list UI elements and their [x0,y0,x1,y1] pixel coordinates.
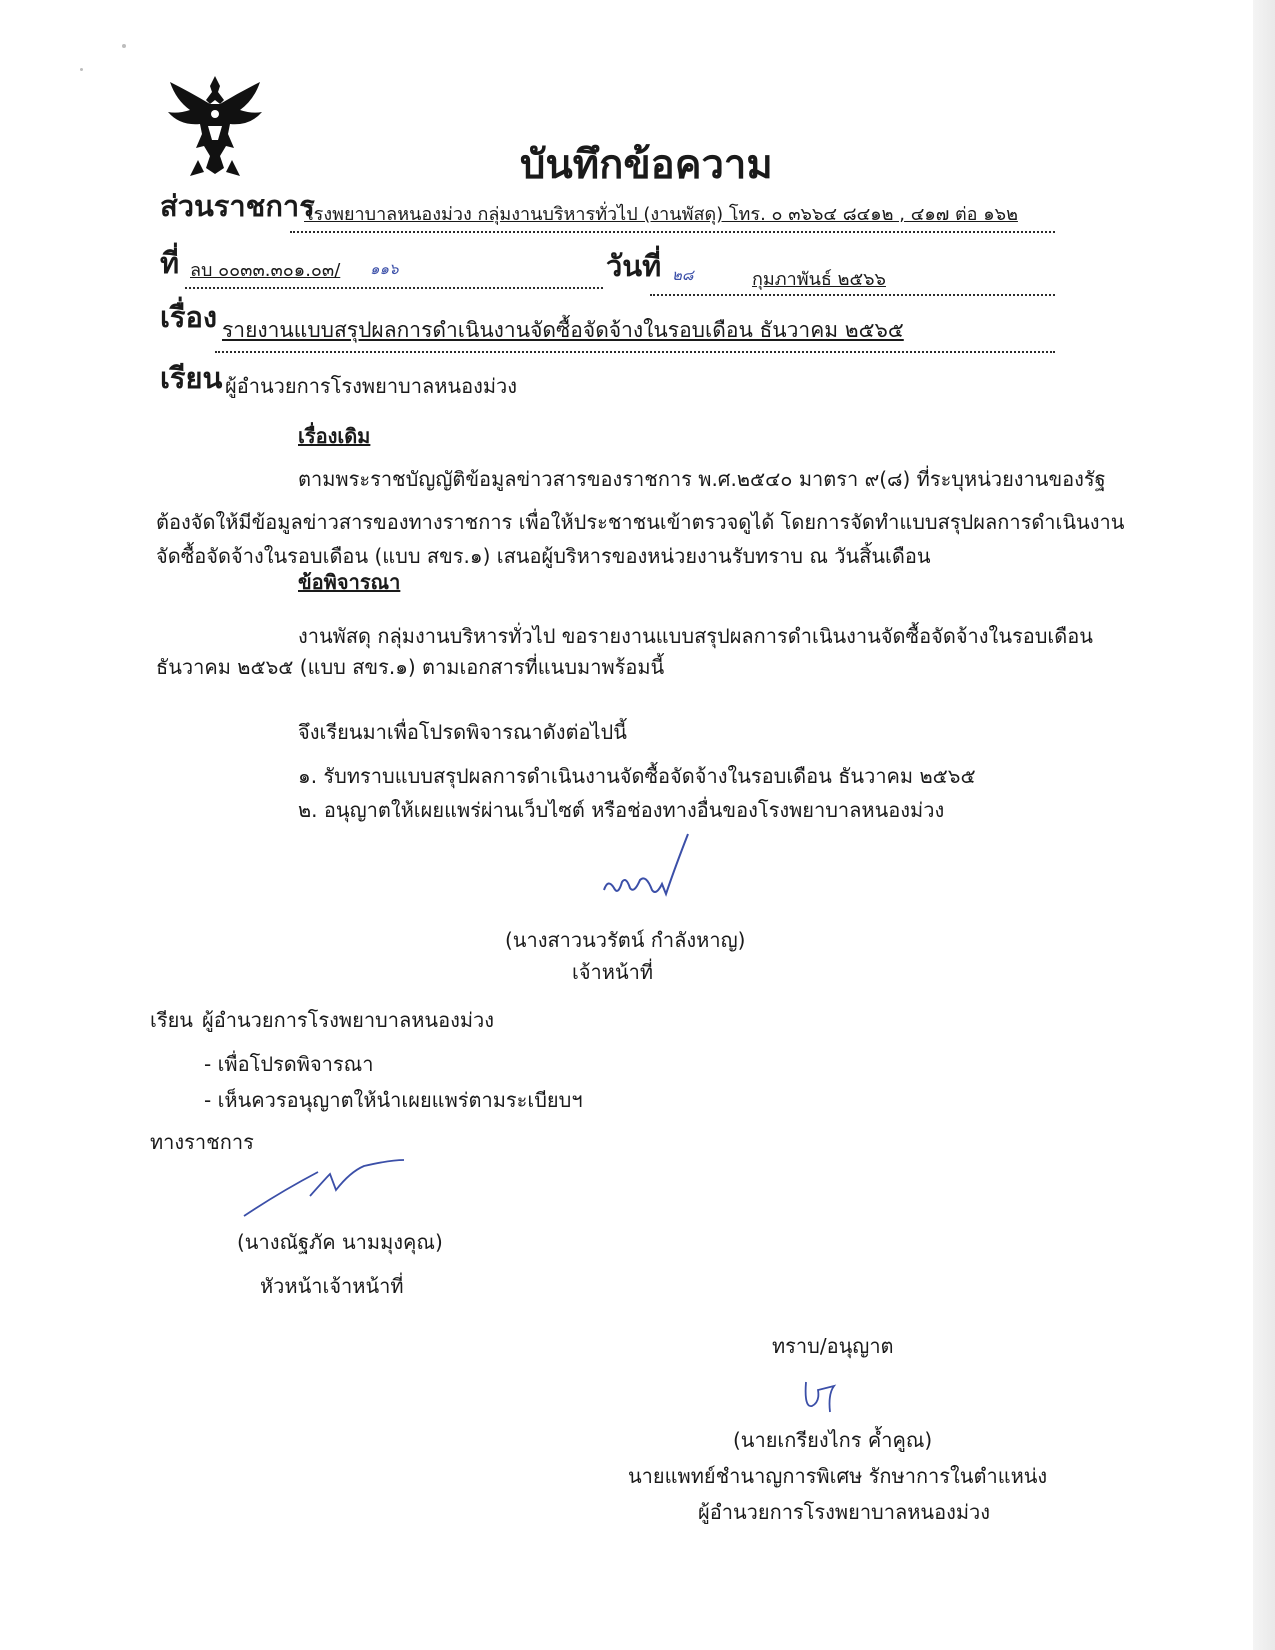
subject-value: รายงานแบบสรุปผลการดำเนินงานจัดซื้อจัดจ้างในรอบเดือน ธันวาคม ๒๕๖๕ [222,318,904,342]
approval-position-line2: ผู้อำนวยการโรงพยาบาลหนองม่วง [698,1500,991,1524]
ref-label: ที่ [160,246,180,280]
signature-2 [240,1152,420,1222]
endorsement-channel: ทางราชการ [150,1130,254,1154]
endorsement-item-1: - เพื่อโปรดพิจารณา [204,1052,374,1076]
garuda-emblem-icon [160,70,270,180]
request-intro: จึงเรียนมาเพื่อโปรดพิจารณาดังต่อไปนี้ [298,720,627,744]
consideration-line2: ธันวาคม ๒๕๖๕ (แบบ สขร.๑) ตามเอกสารที่แนบมาพร้อมนี้ [156,655,665,679]
agency-label: ส่วนราชการ [160,189,315,223]
page-edge-shadow [1253,0,1275,1650]
request-item-1: ๑. รับทราบแบบสรุปผลการดำเนินงานจัดซื้อจัดจ้างในรอบเดือน ธันวาคม ๒๕๖๕ [298,764,976,788]
background-paragraph-line2: ต้องจัดให้มีข้อมูลข่าวสารของทางราชการ เพื่อให้ประชาชนเข้าตรวจดูได้ โดยการจัดทำแบบสรุปผลการดำเนินงาน [156,510,1125,534]
endorsement-to-value: ผู้อำนวยการโรงพยาบาลหนองม่วง [202,1008,495,1032]
ref-number-handwritten: ๑๑๖ [370,260,399,278]
to-value: ผู้อำนวยการโรงพยาบาลหนองม่วง [225,374,518,398]
approval-name: (นายเกรียงไกร ค้ำคูณ) [733,1428,933,1452]
consideration-line1: งานพัสดุ กลุ่มงานบริหารทั่วไป ขอรายงานแบบสรุปผลการดำเนินงานจัดซื้อจัดจ้างในรอบเดือน [298,624,1093,648]
signer2-name: (นางณัฐภัค นามมุงคุณ) [237,1230,443,1254]
signature-3 [800,1372,850,1416]
subject-label: เรื่อง [160,300,218,334]
signer1-name: (นางสาวนวรัตน์ กำลังหาญ) [505,928,746,952]
date-dotted-line [650,294,1055,296]
approval-position-line1: นายแพทย์ชำนาญการพิเศษ รักษาการในตำแหน่ง [628,1464,1048,1488]
signer1-position: เจ้าหน้าที่ [572,960,654,984]
to-label: เรียน [160,361,223,395]
ref-value: ลบ ๐๐๓๓.๓๐๑.๐๓/ [190,260,341,281]
endorsement-to-label: เรียน [150,1008,193,1032]
background-heading: เรื่องเดิม [298,424,371,448]
agency-dotted-line [290,231,1055,233]
request-item-2: ๒. อนุญาตให้เผยแพร่ผ่านเว็บไซต์ หรือช่องทางอื่นของโรงพยาบาลหนองม่วง [298,798,945,822]
signature-1 [596,830,706,910]
ref-dotted-line [185,287,603,289]
approval-label: ทราบ/อนุญาต [772,1334,894,1358]
memo-title: บันทึกข้อความ [520,142,773,188]
scan-speck [122,44,126,48]
subject-dotted-line [215,351,1055,353]
signer2-position: หัวหน้าเจ้าหน้าที่ [260,1274,404,1298]
date-day-handwritten: ๒๘ [672,266,694,284]
consideration-heading: ข้อพิจารณา [298,570,401,594]
background-paragraph-line3: จัดซื้อจัดจ้างในรอบเดือน (แบบ สขร.๑) เสนอผู้บริหารของหน่วยงานรับทราบ ณ วันสิ้นเดือน [156,544,931,568]
agency-value: โรงพยาบาลหนองม่วง กลุ่มงานบริหารทั่วไป (งานพัสดุ) โทร. ๐ ๓๖๖๔ ๘๔๑๒ , ๔๑๗ ต่อ ๑๖๒ [304,204,1018,225]
scan-speck [80,68,83,71]
background-paragraph-line1: ตามพระราชบัญญัติข้อมูลข่าวสารของราชการ พ.ศ.๒๕๔๐ มาตรา ๙(๘) ที่ระบุหน่วยงานของรัฐ [298,467,1106,491]
date-label: วันที่ [606,249,662,283]
endorsement-item-2: - เห็นควรอนุญาตให้นำเผยแพร่ตามระเบียบฯ [204,1088,583,1112]
date-month-year: กุมภาพันธ์ ๒๕๖๖ [752,269,886,290]
